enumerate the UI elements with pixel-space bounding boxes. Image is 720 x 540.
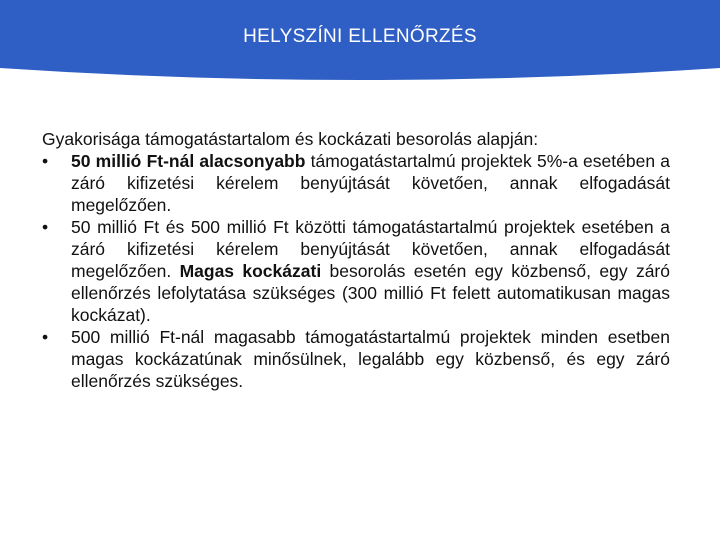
bullet-item-2 <box>42 216 670 326</box>
bullet-3-bold: 500 millió Ft-nál magasabb <box>71 327 296 347</box>
bullet-list <box>42 150 670 392</box>
intro-paragraph: Gyakorisága támogatástartalom és kockázati besorolás alapján: <box>42 129 539 149</box>
bullet-2-text: támogatástartalmú projektek esetében a záró kifizetési kérelem benyújtását követően, annak elfogadását megelőzően. <box>71 217 670 281</box>
bullet-item-3 <box>42 326 670 392</box>
bullet-1-bold: 50 millió Ft-nál alacsonyabb <box>71 151 306 171</box>
slide-body <box>42 128 670 392</box>
bullet-dot: • <box>42 217 49 237</box>
bullet-2-bold: 50 millió Ft és 500 millió Ft közötti <box>71 217 346 237</box>
bullet-3-text: támogatástartalmú projektek minden esetben magas kockázatúnak minősülnek, legalább egy közbenső, és egy záró ellenőrzés szükséges. <box>71 327 670 391</box>
bullet-2-text-2: besorolás esetén egy közbenső, egy záró ellenőrzés lefolytatása szükséges (300 millió Ft felett automatikusan magas kockázat). <box>71 261 670 325</box>
bullet-dot: • <box>42 327 49 347</box>
bullet-2-bold-2: Magas kockázati <box>179 261 322 281</box>
header-band <box>0 0 720 100</box>
slide-title: HELYSZÍNI ELLENŐRZÉS <box>243 26 477 47</box>
bullet-1-text: támogatástartalmú projektek 5%-a esetében a záró kifizetési kérelem benyújtását követően, annak elfogadását megelőzően. <box>71 151 670 215</box>
bullet-item-1 <box>42 150 670 216</box>
header-band-shape <box>0 0 720 100</box>
bullet-dot: • <box>42 151 49 171</box>
